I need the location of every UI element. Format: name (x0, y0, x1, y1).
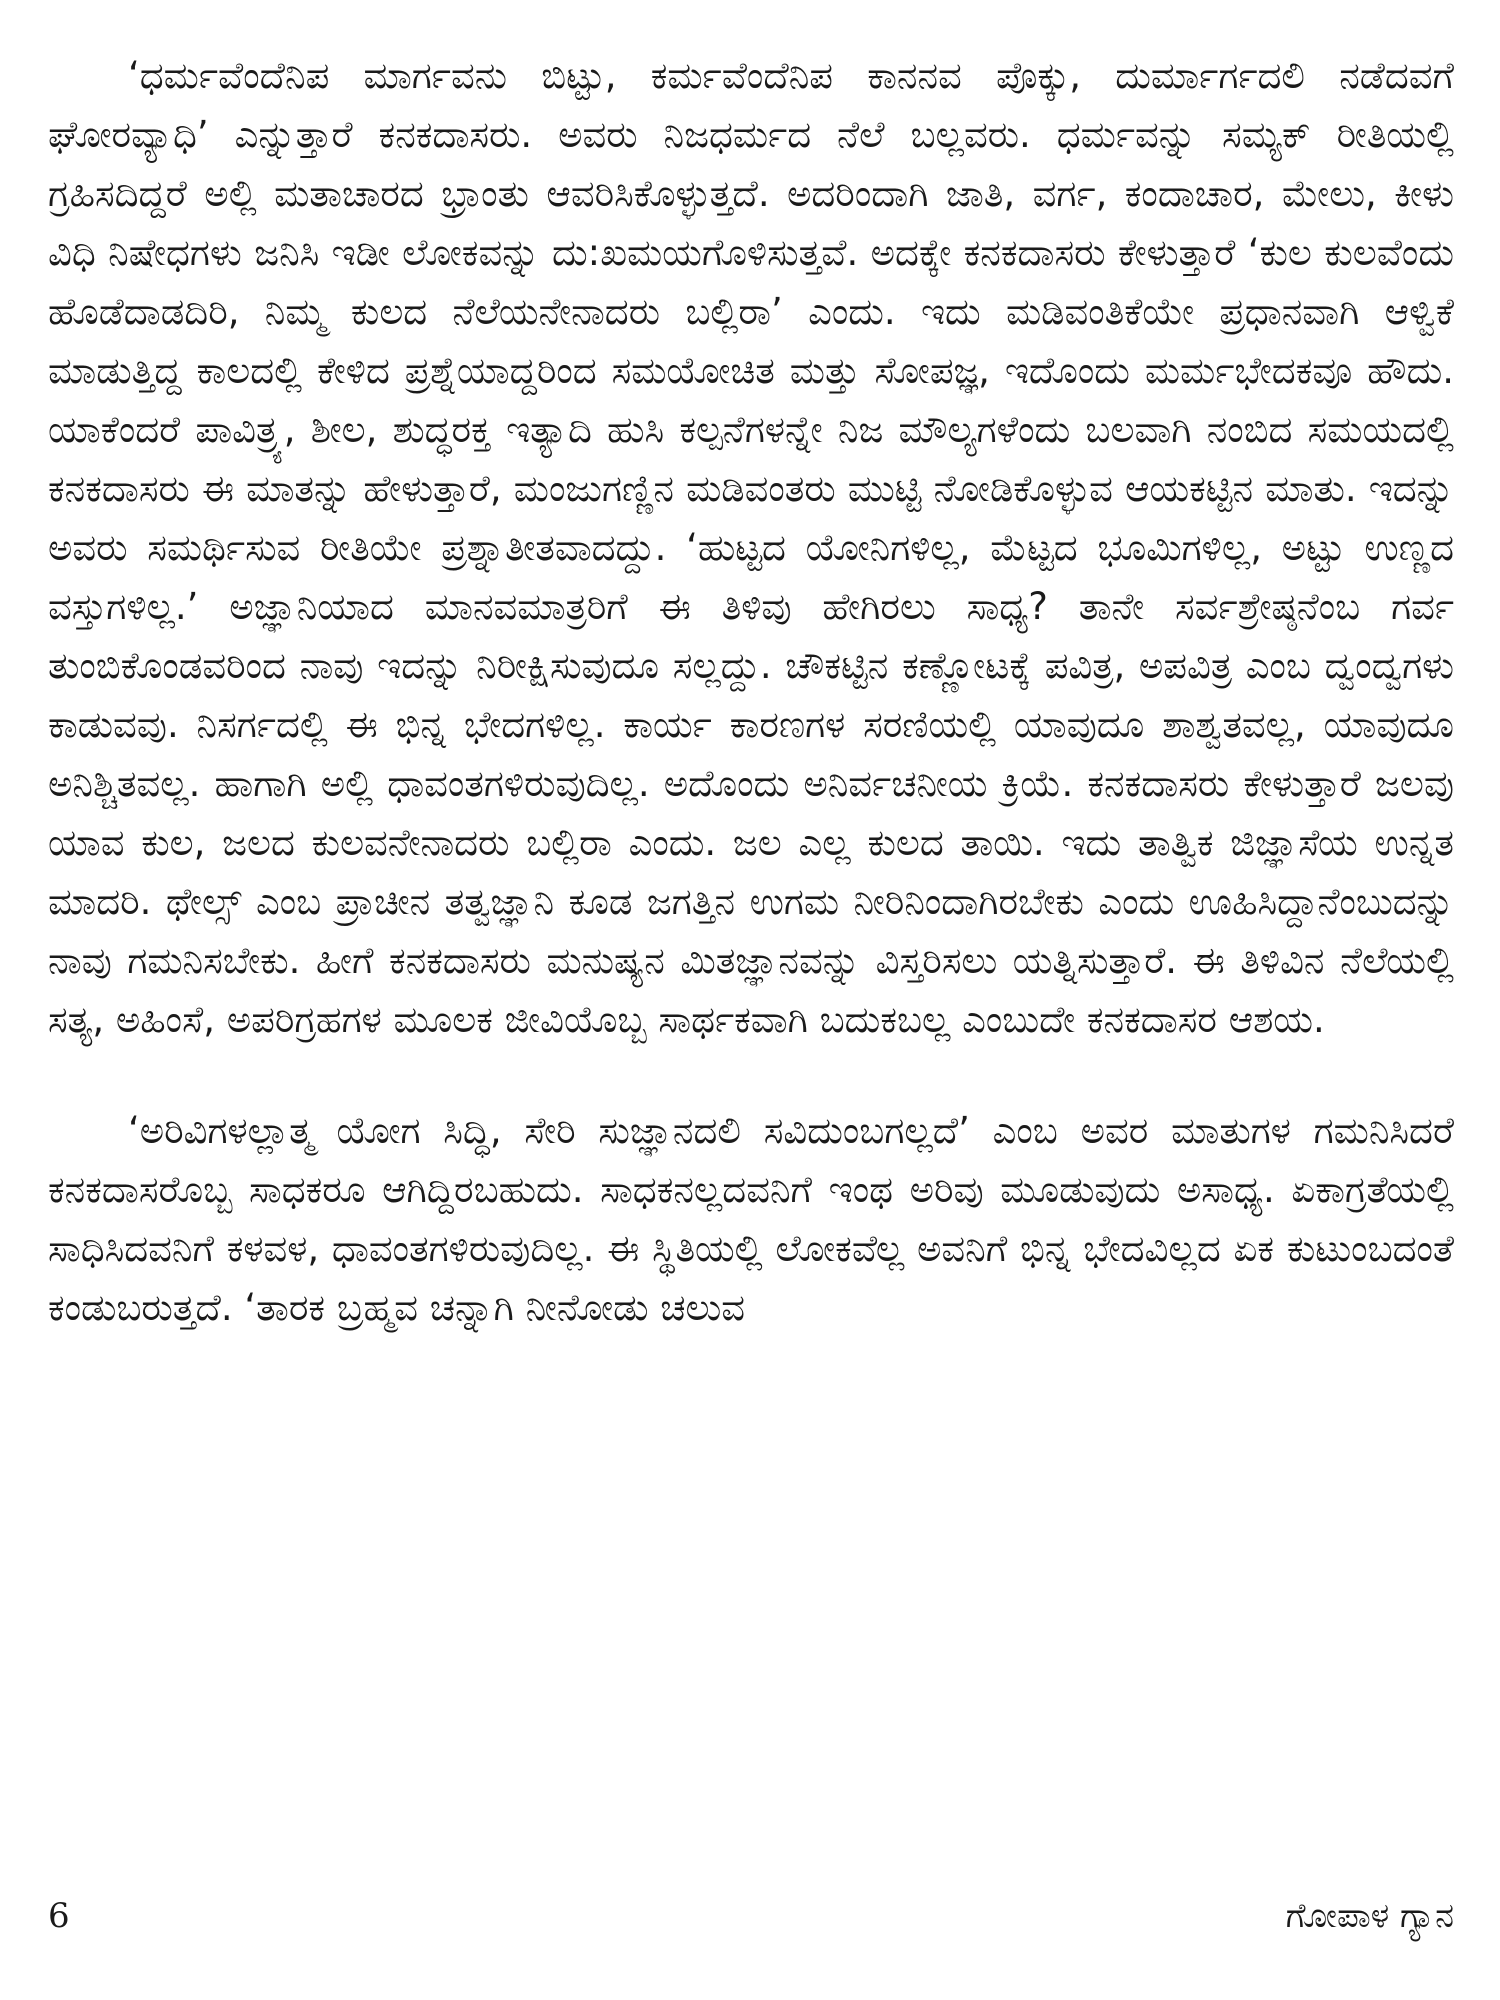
page-body (48, 46, 1454, 1337)
page-number: 6 (48, 1896, 70, 1936)
paragraph-gap (48, 1049, 1454, 1101)
paragraph-1: ‘ಧರ್ಮವೆಂದೆನಿಪ ಮಾರ್ಗವನು ಬಿಟ್ಟು, ಕರ್ಮವೆಂದೆನಿಪ ಕಾನನವ ಪೊಕ್ಕು, ದುರ್ಮಾರ್ಗದಲಿ ನಡೆದವಗೆ ಘೋರವ್ಯಾಧಿ’ ಎನ್ನುತ್ತಾರೆ ಕನಕದಾಸರು. ಅವರು ನಿಜಧರ್ಮದ ನೆಲೆ ಬಲ್ಲವರು. ಧರ್ಮವನ್ನು ಸಮ್ಯಕ್ ರೀತಿಯಲ್ಲಿ ಗ್ರಹಿಸದಿದ್ದರೆ ಅಲ್ಲಿ ಮತಾಚಾರದ ಭ್ರಾಂತು ಆವರಿಸಿಕೊಳ್ಳುತ್ತದೆ. ಅದರಿಂದಾಗಿ ಜಾತಿ, ವರ್ಗ, ಕಂದಾಚಾರ, ಮೇಲು, ಕೀಳು ವಿಧಿ ನಿಷೇಧಗಳು ಜನಿಸಿ ಇಡೀ ಲೋಕವನ್ನು ದು:ಖಮಯಗೊಳಿಸುತ್ತವೆ. ಅದಕ್ಕೇ ಕನಕದಾಸರು ಕೇಳುತ್ತಾರೆ ‘ಕುಲ ಕುಲವೆಂದು ಹೊಡೆದಾಡದಿರಿ, ನಿಮ್ಮ ಕುಲದ ನೆಲೆಯನೇನಾದರು ಬಲ್ಲಿರಾ’ ಎಂದು. ಇದು ಮಡಿವಂತಿಕೆಯೇ ಪ್ರಧಾನವಾಗಿ ಆಳ್ವಿಕೆ ಮಾಡುತ್ತಿದ್ದ ಕಾಲದಲ್ಲಿ ಕೇಳಿದ ಪ್ರಶ್ನೆಯಾದ್ದರಿಂದ ಸಮಯೋಚಿತ ಮತ್ತು ಸೋಪಜ್ಞ, ಇದೊಂದು ಮರ್ಮಭೇದಕವೂ ಹೌದು. ಯಾಕೆಂದರೆ ಪಾವಿತ್ರ್ಯ, ಶೀಲ, ಶುದ್ಧರಕ್ತ ಇತ್ಯಾದಿ ಹುಸಿ ಕಲ್ಪನೆಗಳನ್ನೇ ನಿಜ ಮೌಲ್ಯಗಳೆಂದು ಬಲವಾಗಿ ನಂಬಿದ ಸಮಯದಲ್ಲಿ ಕನಕದಾಸರು ಈ ಮಾತನ್ನು ಹೇಳುತ್ತಾರೆ, ಮಂಜುಗಣ್ಣಿನ ಮಡಿವಂತರು ಮುಟ್ಟಿ ನೋಡಿಕೊಳ್ಳುವ ಆಯಕಟ್ಟಿನ ಮಾತು. ಇದನ್ನು ಅವರು ಸಮರ್ಥಿಸುವ ರೀತಿಯೇ ಪ್ರಶ್ನಾತೀತವಾದದ್ದು. ‘ಹುಟ್ಟದ ಯೋನಿಗಳಿಲ್ಲ, ಮೆಟ್ಟದ ಭೂಮಿಗಳಿಲ್ಲ, ಅಟ್ಟು ಉಣ್ಣದ ವಸ್ತುಗಳಿಲ್ಲ.’ ಅಜ್ಞಾನಿಯಾದ ಮಾನವಮಾತ್ರರಿಗೆ ಈ ತಿಳಿವು ಹೇಗಿರಲು ಸಾಧ್ಯ? ತಾನೇ ಸರ್ವಶ್ರೇಷ್ಠನೆಂಬ ಗರ್ವ ತುಂಬಿಕೊಂಡವರಿಂದ ನಾವು ಇದನ್ನು ನಿರೀಕ್ಷಿಸುವುದೂ ಸಲ್ಲದ್ದು. ಚೌಕಟ್ಟಿನ ಕಣ್ಣೋಟಕ್ಕೆ ಪವಿತ್ರ, ಅಪವಿತ್ರ ಎಂಬ ದ್ವಂದ್ವಗಳು ಕಾಡುವವು. ನಿಸರ್ಗದಲ್ಲಿ ಈ ಭಿನ್ನ ಭೇದಗಳಿಲ್ಲ. ಕಾರ್ಯ ಕಾರಣಗಳ ಸರಣಿಯಲ್ಲಿ ಯಾವುದೂ ಶಾಶ್ವತವಲ್ಲ, ಯಾವುದೂ ಅನಿಶ್ಚಿತವಲ್ಲ. ಹಾಗಾಗಿ ಅಲ್ಲಿ ಧಾವಂತಗಳಿರುವುದಿಲ್ಲ. ಅದೊಂದು ಅನಿರ್ವಚನೀಯ ಕ್ರಿಯೆ. ಕನಕದಾಸರು ಕೇಳುತ್ತಾರೆ ಜಲವು ಯಾವ ಕುಲ, ಜಲದ ಕುಲವನೇನಾದರು ಬಲ್ಲಿರಾ ಎಂದು. ಜಲ ಎಲ್ಲ ಕುಲದ ತಾಯಿ. ಇದು ತಾತ್ವಿಕ ಜಿಜ್ಞಾಸೆಯ ಉನ್ನತ ಮಾದರಿ. ಥೇಲ್ಸ್ ಎಂಬ ಪ್ರಾಚೀನ ತತ್ವಜ್ಞಾನಿ ಕೂಡ ಜಗತ್ತಿನ ಉಗಮ ನೀರಿನಿಂದಾಗಿರಬೇಕು ಎಂದು ಊಹಿಸಿದ್ದಾನೆಂಬುದನ್ನು ನಾವು ಗಮನಿಸಬೇಕು. ಹೀಗೆ ಕನಕದಾಸರು ಮನುಷ್ಯನ ಮಿತಜ್ಞಾನವನ್ನು ವಿಸ್ತರಿಸಲು ಯತ್ನಿಸುತ್ತಾರೆ. ಈ ತಿಳಿವಿನ ನೆಲೆಯಲ್ಲಿ ಸತ್ಯ, ಅಹಿಂಸೆ, ಅಪರಿಗ್ರಹಗಳ ಮೂಲಕ ಜೀವಿಯೊಬ್ಬ ಸಾರ್ಥಕವಾಗಿ ಬದುಕಬಲ್ಲ ಎಂಬುದೇ ಕನಕದಾಸರ ಆಶಯ. (48, 54, 1454, 1041)
page-footer (48, 1896, 1454, 1946)
running-title: ಗೋಪಾಳ ಗ್ಯಾನ (1285, 1896, 1454, 1936)
paragraph-2: ‘ಅರಿವಿಗಳಲ್ಲಾತ್ಮ ಯೋಗ ಸಿದ್ಧಿ, ಸೇರಿ ಸುಜ್ಞಾನದಲಿ ಸವಿದುಂಬಗಲ್ಲದೆ’ ಎಂಬ ಅವರ ಮಾತುಗಳ ಗಮನಿಸಿದರೆ ಕನಕದಾಸರೊಬ್ಬ ಸಾಧಕರೂ ಆಗಿದ್ದಿರಬಹುದು. ಸಾಧಕನಲ್ಲದವನಿಗೆ ಇಂಥ ಅರಿವು ಮೂಡುವುದು ಅಸಾಧ್ಯ. ಏಕಾಗ್ರತೆಯಲ್ಲಿ ಸಾಧಿಸಿದವನಿಗೆ ಕಳವಳ, ಧಾವಂತಗಳಿರುವುದಿಲ್ಲ. ಈ ಸ್ಥಿತಿಯಲ್ಲಿ ಲೋಕವೆಲ್ಲ ಅವನಿಗೆ ಭಿನ್ನ ಭೇದವಿಲ್ಲದ ಏಕ ಕುಟುಂಬದಂತೆ ಕಂಡುಬರುತ್ತದೆ. ‘ತಾರಕ ಬ್ರಹ್ಮವ ಚನ್ನಾಗಿ ನೀನೋಡು ಚಲುವ (48, 1109, 1454, 1329)
